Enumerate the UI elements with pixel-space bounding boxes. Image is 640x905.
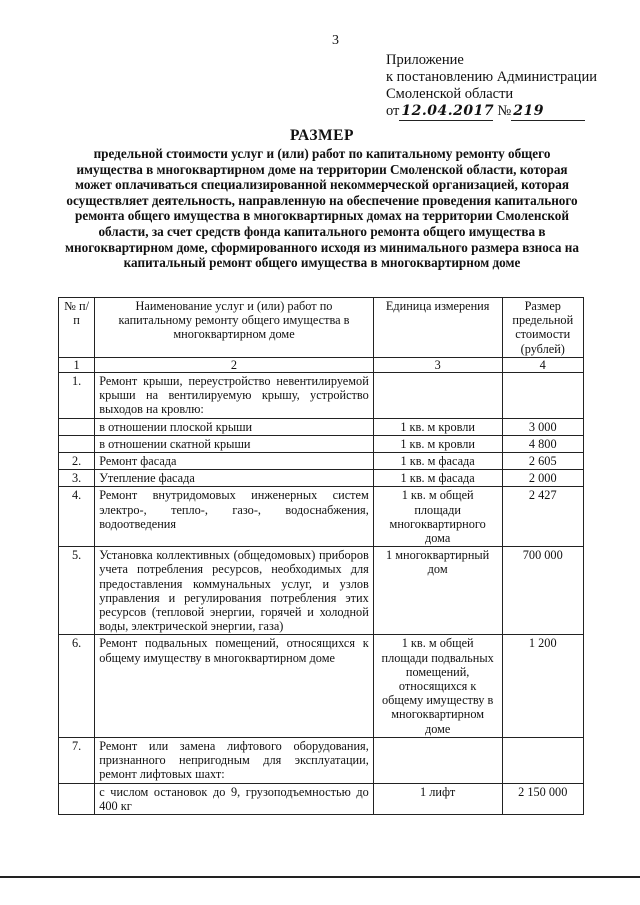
row-unit: 1 кв. м кровли xyxy=(373,418,502,435)
row-unit xyxy=(373,373,502,419)
appendix-line-3: Смоленской области xyxy=(386,86,514,102)
column-index: 3 xyxy=(373,357,502,372)
row-num: 3. xyxy=(59,470,95,487)
row-cost: 4 800 xyxy=(502,435,583,452)
bottom-rule xyxy=(0,876,640,878)
row-name: с числом остановок до 9, грузоподъемностью до 400 кг xyxy=(95,783,374,814)
row-cost: 700 000 xyxy=(502,547,583,635)
table-row xyxy=(59,737,584,783)
row-cost: 1 200 xyxy=(502,635,583,737)
column-index: 1 xyxy=(59,357,95,372)
row-unit: 1 лифт xyxy=(373,783,502,814)
table-row xyxy=(59,547,584,635)
row-num xyxy=(59,418,95,435)
header-cost: Размер предельной стоимости (рублей) xyxy=(502,298,583,358)
row-name: Ремонт подвальных помещений, относящихся к общему имуществу в многоквартирном доме xyxy=(95,635,374,737)
table-row xyxy=(59,453,584,470)
row-unit: 1 кв. м общей площади многоквартирного дома xyxy=(373,487,502,547)
row-name: Ремонт внутридомовых инженерных систем электро-, тепло-, газо-, водоснабжения, водоотведения xyxy=(95,487,374,547)
row-num: 1. xyxy=(59,373,95,419)
table-header-row xyxy=(59,298,584,358)
row-name: Ремонт или замена лифтового оборудования, признанного непригодным для эксплуатации, ремонт лифтовых шахт: xyxy=(95,737,374,783)
resolution-date: 12.04.2017 xyxy=(401,103,495,119)
document-subtitle: предельной стоимости услуг и (или) работ по капитальному ремонту общего имущества в многоквартирном доме на территории Смоленской области, которая может оплачиваться специализированной некоммерческой организацией, которая осуществляет деятельность, направленную на обеспечение проведения капитального ремонта общего имущества в многоквартирных домах на территории Смоленской области, за счет средств фонда капитального ремонта общего имущества в многоквартирном доме, сформированного исходя из минимального размера взноса на капитальный ремонт общего имущества в многоквартирном доме xyxy=(65,146,579,271)
row-unit xyxy=(373,737,502,783)
column-index: 2 xyxy=(95,357,374,372)
row-unit: 1 многоквартирный дом xyxy=(373,547,502,635)
row-name: в отношении скатной крыши xyxy=(95,435,374,452)
appendix-block xyxy=(386,52,597,121)
table-row xyxy=(59,373,584,419)
table-row xyxy=(59,783,584,814)
table-row xyxy=(59,487,584,547)
document-title: РАЗМЕР xyxy=(290,127,354,144)
row-name: Ремонт фасада xyxy=(95,453,374,470)
page-number: 3 xyxy=(332,33,339,48)
row-cost: 2 605 xyxy=(502,453,583,470)
row-cost: 2 427 xyxy=(502,487,583,547)
row-num xyxy=(59,783,95,814)
row-num: 7. xyxy=(59,737,95,783)
row-unit: 1 кв. м общей площади подвальных помещений, относящихся к общему имуществу в многоквартирном доме xyxy=(373,635,502,737)
row-unit: 1 кв. м фасада xyxy=(373,453,502,470)
table-row xyxy=(59,418,584,435)
row-name: Утепление фасада xyxy=(95,470,374,487)
appendix-line-2: к постановлению Администрации xyxy=(386,69,597,85)
header-name: Наименование услуг и (или) работ по капитальному ремонту общего имущества в многоквартирном доме xyxy=(95,298,374,358)
appendix-line-1: Приложение xyxy=(386,52,464,68)
row-cost: 2 150 000 xyxy=(502,783,583,814)
row-name: в отношении плоской крыши xyxy=(95,418,374,435)
table-row xyxy=(59,435,584,452)
resolution-number: 219 xyxy=(511,103,585,121)
row-name: Установка коллективных (общедомовых) приборов учета потребления ресурсов, необходимых для предоставления коммунальных услуг, и узлов управления и регулирования потребления этих ресурсов (тепловой энергии, горячей и холодной воды, электрической энергии, газа) xyxy=(95,547,374,635)
number-prefix: № xyxy=(497,103,512,119)
row-num: 6. xyxy=(59,635,95,737)
column-index: 4 xyxy=(502,357,583,372)
row-num xyxy=(59,435,95,452)
table-row xyxy=(59,470,584,487)
row-cost: 2 000 xyxy=(502,470,583,487)
cost-table xyxy=(58,297,584,815)
row-cost: 3 000 xyxy=(502,418,583,435)
column-index-row xyxy=(59,357,584,372)
row-cost xyxy=(502,737,583,783)
row-name: Ремонт крыши, переустройство невентилируемой крыши на вентилируемую крышу, устройство выходов на кровлю: xyxy=(95,373,374,419)
header-num: № п/п xyxy=(59,298,95,358)
row-unit: 1 кв. м фасада xyxy=(373,470,502,487)
row-unit: 1 кв. м кровли xyxy=(373,435,502,452)
header-unit: Единица измерения xyxy=(373,298,502,358)
resolution-date-number xyxy=(386,103,597,121)
table-row xyxy=(59,635,584,737)
row-cost xyxy=(502,373,583,419)
row-num: 4. xyxy=(59,487,95,547)
date-prefix: от xyxy=(386,103,400,119)
row-num: 5. xyxy=(59,547,95,635)
row-num: 2. xyxy=(59,453,95,470)
